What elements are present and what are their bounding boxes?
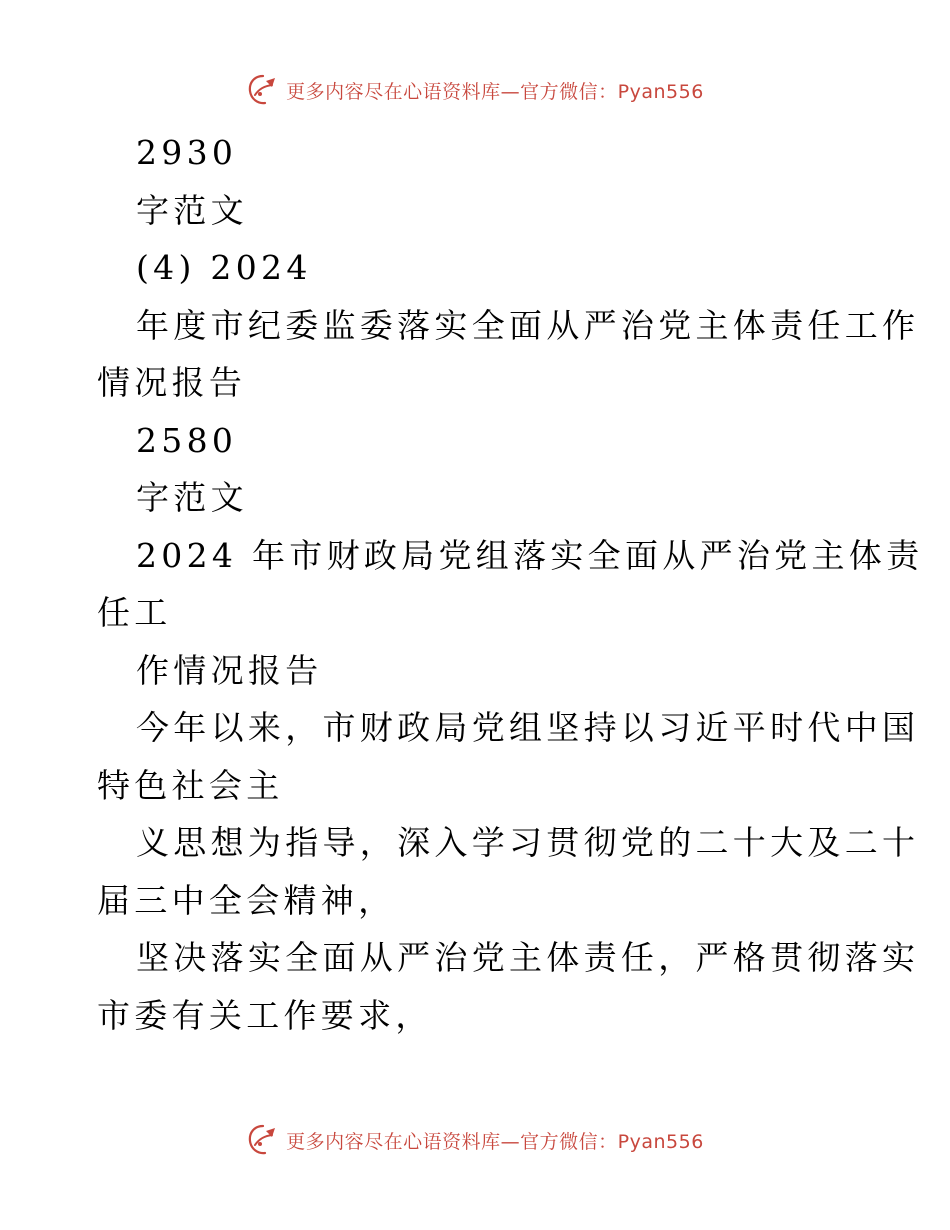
text-line: 坚决落实全面从严治党主体责任，严格贯彻落实 — [136, 938, 920, 977]
banner-text: 更多内容尽在心语资料库—官方微信：Pyan556 — [286, 1130, 704, 1153]
text-line: 字范文 — [136, 190, 248, 230]
text-line: 今年以来，市财政局党组坚持以习近平时代中国 — [136, 708, 920, 747]
text-line: 任工 — [97, 593, 172, 632]
document-body — [97, 124, 924, 1044]
text-line: 作情况报告 — [136, 650, 323, 690]
footer-banner — [0, 1120, 950, 1160]
text-line: 特色社会主 — [97, 765, 284, 805]
text-line: 情况报告 — [97, 363, 247, 402]
text-line: 2024 年市财政局党组落实全面从严治党主体责 — [136, 535, 924, 575]
text-line: (4) 2024 — [136, 248, 312, 287]
pen-nib-swirl-icon — [246, 1123, 280, 1157]
pen-nib-swirl-icon — [246, 73, 280, 107]
text-line: 字范文 — [136, 478, 248, 517]
text-line: 届三中全会精神， — [97, 880, 396, 920]
text-line: 义思想为指导，深入学习贯彻党的二十大及二十 — [136, 823, 920, 862]
banner-text: 更多内容尽在心语资料库—官方微信：Pyan556 — [286, 80, 704, 103]
text-line: 2930 — [136, 133, 238, 172]
text-line: 2580 — [136, 420, 238, 460]
header-banner — [0, 70, 950, 110]
text-line: 市委有关工作要求， — [97, 995, 433, 1035]
text-line: 年度市纪委监委落实全面从严治党主体责任工作 — [136, 305, 920, 345]
